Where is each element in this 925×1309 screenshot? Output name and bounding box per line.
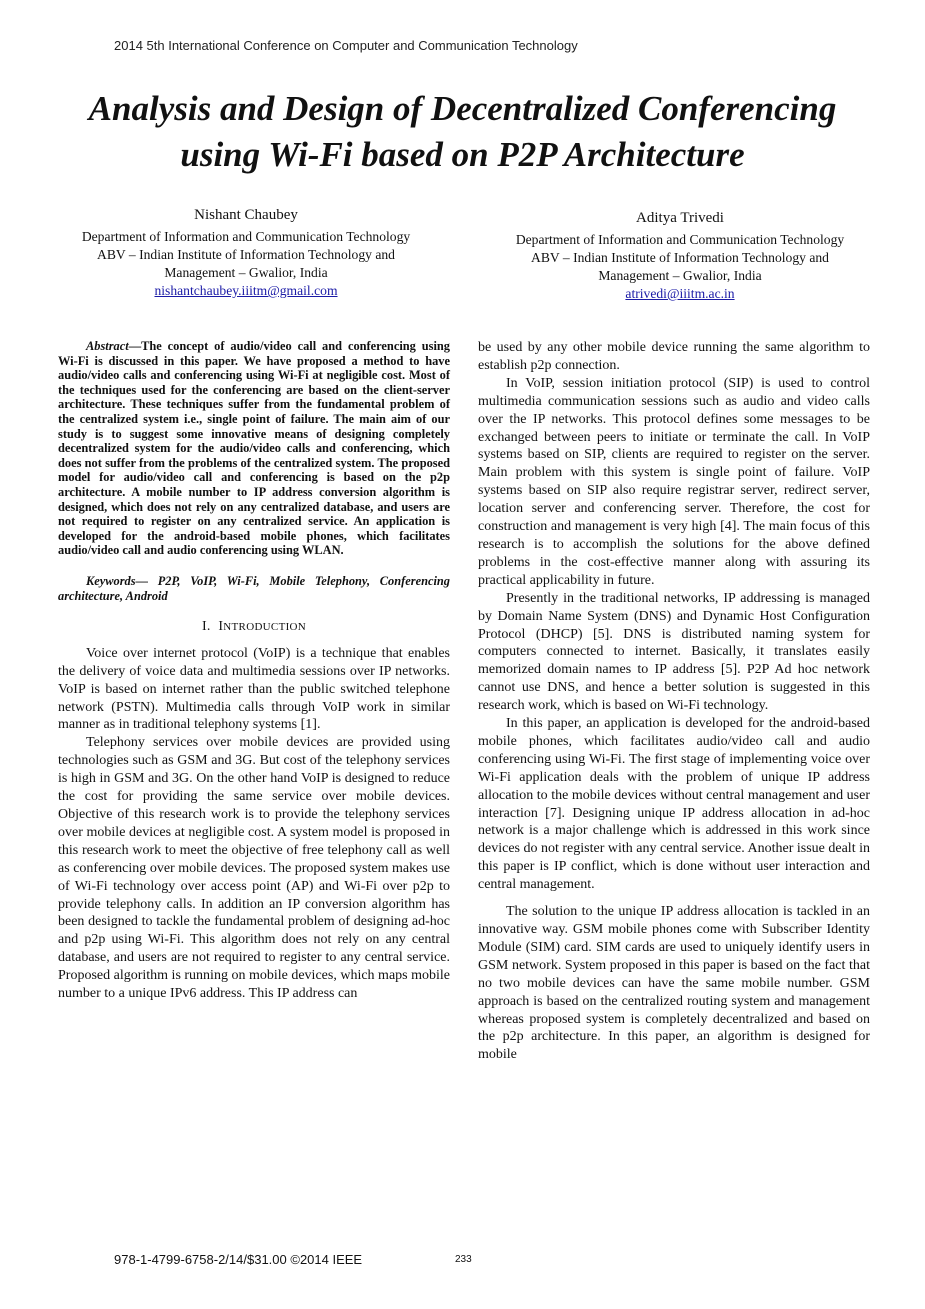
- conference-header: 2014 5th International Conference on Computer and Communication Technology: [114, 38, 578, 53]
- title-line-2: using Wi-Fi based on P2P Architecture: [180, 135, 745, 174]
- section-title-initial: I: [218, 618, 224, 634]
- author-block-1: [48, 206, 444, 300]
- author-name: Nishant Chaubey: [194, 207, 298, 223]
- author-institute: ABV – Indian Institute of Information Technology and: [97, 247, 395, 262]
- left-column: [58, 339, 450, 1003]
- right-column: [478, 339, 870, 1064]
- footer-isbn: 978-1-4799-6758-2/14/$31.00 ©2014 IEEE: [114, 1252, 363, 1267]
- body-paragraph: The solution to the unique IP address allocation is tackled in an innovative way. GSM mobile phones come with Subscriber Identity Module (SIM) card. SIM cards are used to uniquely identify users in GSM network. System proposed in this paper is based on the fact that no two mobile devices can have the same mobile number. GSM approach is based on the centralized routing system and management whereas proposed system is completely decentralized and based on the p2p architecture. In this paper, an algorithm is designed for mobile: [478, 904, 870, 1063]
- abstract: [58, 339, 450, 558]
- body-paragraph: be used by any other mobile device running the same algorithm to establish p2p connection.: [478, 340, 870, 373]
- section-number: I.: [201, 618, 211, 634]
- author-email-link[interactable]: nishantchaubey.iiitm@gmail.com: [154, 283, 338, 298]
- keywords-label: Keywords—: [86, 573, 148, 588]
- body-paragraph: Voice over internet protocol (VoIP) is a technique that enables the delivery of voice data and multimedia sessions over IP networks. VoIP is based on internet rather than the public switched telephone network (PSTN). Multimedia calls through VoIP work in similar manner as in traditional telephony systems [1].: [58, 645, 450, 733]
- author-department: Department of Information and Communication Technology: [515, 232, 845, 247]
- author-email-link[interactable]: atrivedi@iiitm.ac.in: [625, 286, 735, 301]
- section-title-rest: NTRODUCTION: [223, 620, 307, 633]
- abstract-text: —The concept of audio/video call and conferencing using Wi-Fi is discussed in this paper. We have proposed a method to have audio/video calls and conferencing using Wi-Fi at negligible cost. Most of the techniques used for the conferencing are based on the client-server architecture. These techniques suffer from the fundamental problem of the centralized system i.e., single point of failure. The main aim of our study is to suggest some innovative means of designing completely decentralized system for the audio/video calls and conferencing, which does not suffer from the problems of the centralized system. The proposed model for audio/video call and conferencing is based on the p2p architecture. A mobile number to IP address conversion algorithm is designed, which does not rely on any centralized database, and users are not required to register on any centralized service. An application is developed for the android-based mobile phones, which facilitates audio/video call and audio conferencing using WLAN.: [58, 339, 450, 558]
- title-line-1: Analysis and Design of Decentralized Conferencing: [88, 89, 837, 128]
- body-paragraph: Presently in the traditional networks, IP addressing is managed by Domain Name System (DNS) and Dynamic Host Configuration Protocol (DHCP) [5]. DNS is distributed naming system for computers connected to internet. Basically, it translates easily memorized domain names to IP address [5]. P2P Ad hoc network cannot use DNS, and hence a better solution is suggested in this research work, which is based on Wi-Fi technology.: [478, 590, 870, 714]
- abstract-label: Abstract: [86, 339, 129, 353]
- section-heading: [58, 618, 450, 637]
- page-number: 233: [455, 1254, 472, 1265]
- body-paragraph: Telephony services over mobile devices are provided using technologies such as GSM and 3G. But cost of the telephony services is high in GSM and 3G. On the other hand VoIP is designed to reduce the cost for providing the same service over mobile devices. Objective of this research work is to provide the telephony services over mobile devices at negligible cost. A system model is proposed in this research work to meet the objective of free telephony call as well as conferencing over mobile devices. The proposed system makes use of Wi-Fi technology over access point (AP) and Wi-Fi over p2p to provide telephony calls. In addition an IP conversion algorithm has been designed to tackle the fundamental problem of designing ad-hoc and p2p using Wi-Fi. This algorithm does not rely on any central database, and users are not required to register to any central service. Proposed algorithm is running on mobile devices, which maps mobile number to a unique IPv6 address. This IP address can: [58, 735, 450, 1002]
- author-block-2: [482, 209, 878, 303]
- body-paragraph: In VoIP, session initiation protocol (SIP) is used to control multimedia communication sessions such as audio and video calls over the IP networks. This protocol defines some messages to be exchanged between peers to initiate or terminate the call. In VoIP systems based on SIP, clients are required to register on the server. Main problem with this system is single point of failure. VoIP systems based on SIP also require registrar server, redirect server, location server and conferencing server. Therefore, the cost for construction and management is very high [4]. The main focus of this research is to accomplish the solutions for the above defined problems in the cost-effective manner along with assuring its practical applicability in future.: [478, 375, 870, 588]
- author-location: Management – Gwalior, India: [598, 268, 762, 283]
- body-paragraph: In this paper, an application is developed for the android-based mobile phones, which facilitates audio/video call and audio conferencing using Wi-Fi. The first stage of implementing voice over Wi-Fi application deals with the problem of unique IP address allocation to the mobile devices without central management and user interaction [7]. Designing unique IP address allocation in ad-hoc network is a major challenge which is addressed in this work since devices do not register with any central service. Another issue dealt in this paper is IP conflict, which is done without user interaction and central management.: [478, 716, 870, 893]
- paper-title: [40, 86, 885, 178]
- author-location: Management – Gwalior, India: [164, 265, 328, 280]
- author-institute: ABV – Indian Institute of Information Technology and: [531, 250, 829, 265]
- author-department: Department of Information and Communication Technology: [81, 229, 411, 244]
- author-name: Aditya Trivedi: [636, 210, 724, 226]
- keywords: [58, 574, 450, 604]
- keywords-text: P2P, VoIP, Wi-Fi, Mobile Telephony, Conferencing architecture, Android: [58, 573, 450, 603]
